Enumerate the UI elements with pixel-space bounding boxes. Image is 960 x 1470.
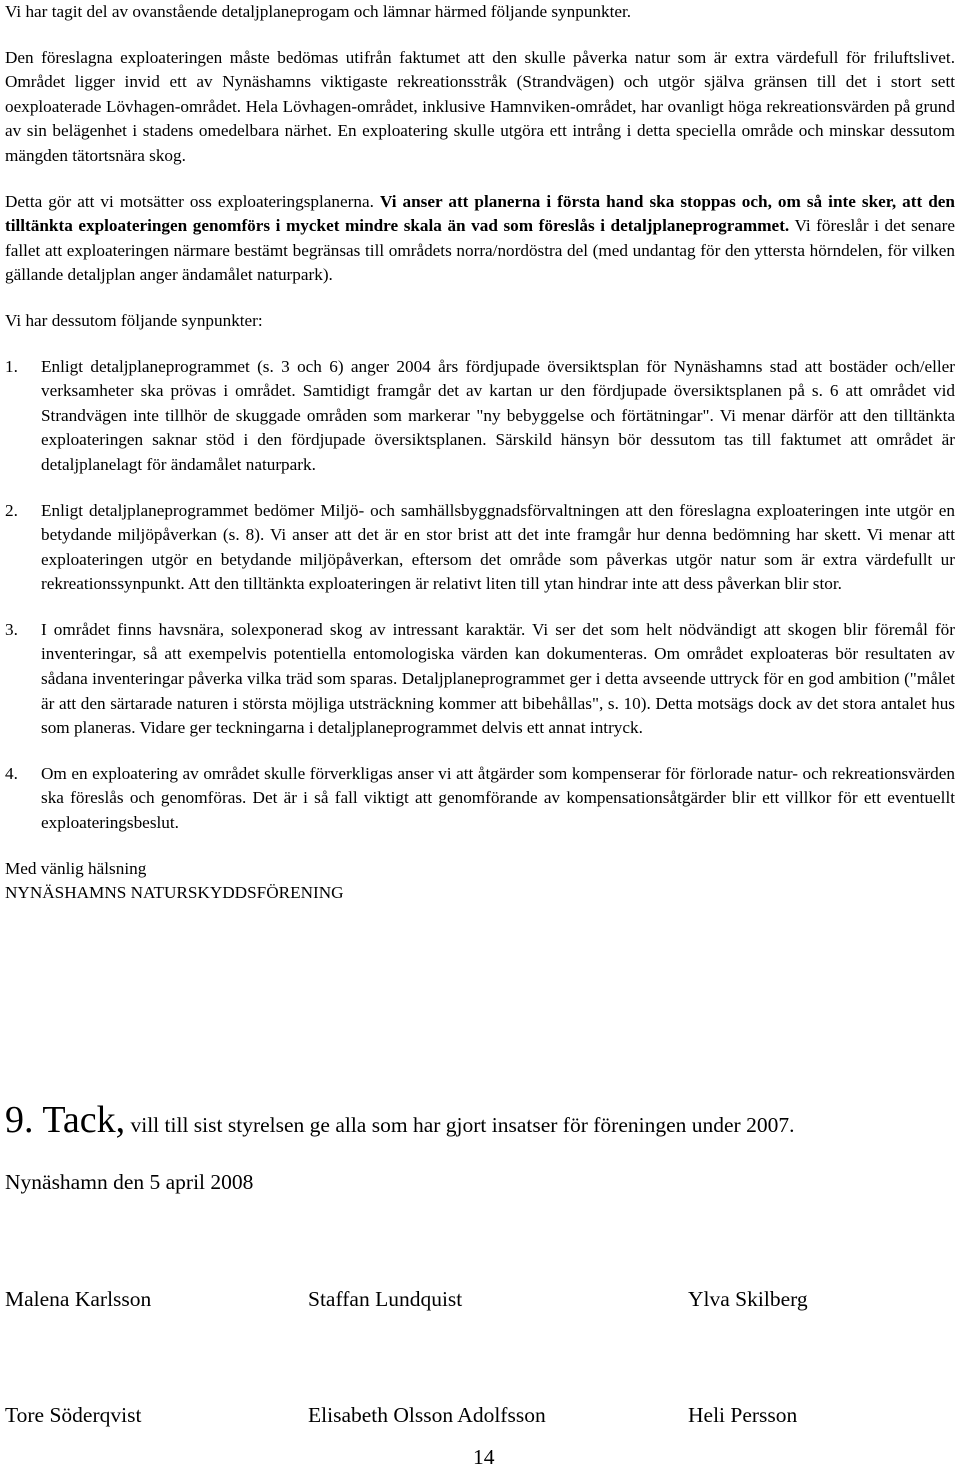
list-item-number: 3. — [5, 619, 18, 639]
intro-paragraph: Vi har tagit del av ovanstående detaljplaneprogam och lämnar härmed följande synpunkter. — [5, 2, 632, 21]
thanks-section — [5, 1098, 955, 1142]
signatory-name: Heli Persson — [688, 1403, 798, 1427]
signatory-name: Malena Karlsson — [5, 1287, 152, 1311]
page-number: 14 — [473, 1445, 495, 1469]
thanks-heading: 9. Tack, — [5, 1099, 126, 1141]
closing-greeting: Med vänlig hälsning — [5, 858, 147, 878]
opposition-proposal-text: Vi föreslår i det senare fallet att exploateringen närmare bestämt begränsas till områdets norra/nordöstra del (med undantag för den yttersta hörndelen, för vilken gällande detaljplan anger ändamålet naturpark). — [5, 216, 955, 285]
list-item-text: Om en exploatering av området skulle förverkligas anser vi att åtgärder som kompenserar för förlorade natur- och rekreationsvärden ska föreslås och genomföras. Det är i så fall viktigt att genomförande av kompensationsåtgärder blir ett villkor för ett eventuellt exploateringsbeslut. — [41, 763, 955, 833]
list-item — [5, 499, 955, 597]
signatory-name: Elisabeth Olsson Adolfsson — [308, 1403, 546, 1427]
list-item-text: Enligt detaljplaneprogrammet (s. 3 och 6) anger 2004 års fördjupade översiktsplan för Nynäshamns stad att bostäder och/eller verksamheter ska prövas i området. Samtidigt framgår det av kartan ur den fördjupade översiktsplanen på s. 6 att området vid Strandvägen inte tillhör de skuggade områden som markerar "ny bebyggelse och förtätningar". Vi menar därför att den tilltänkta exploateringen saknar stöd i den fördjupade översiktsplanen. Särskild hänsyn bör dessutom tas till faktumet att området är detaljplanelagt för ändamålet naturpark. — [41, 356, 955, 474]
opposition-bold-text: Vi anser att planerna i första hand ska stoppas och, om så inte sker, att den tilltänkta exploateringen genomförs i mycket mindre skala än vad som föreslås i detaljplaneprogrammet. — [5, 191, 955, 236]
list-item-number: 1. — [5, 356, 18, 376]
list-item — [5, 762, 955, 836]
signatory-name: Ylva Skilberg — [688, 1287, 808, 1311]
thanks-text: vill till sist styrelsen ge alla som har gjort insatser för föreningen under 2007. — [125, 1113, 795, 1137]
document-date: Nynäshamn den 5 april 2008 — [5, 1170, 254, 1194]
list-item-text: I området finns havsnära, solexponerad skog av intressant karaktär. Vi ser det som helt nödvändigt att skogen blir föremål för inventeringar, så att exempelvis potentiella entomologiska värden kan dokumenteras. Om området exploateras bör resultaten av sådana inventeringar påverka vilka träd som sparas. Detaljplaneprogrammet ger i detta avseende uttryck för en god ambition ("målet är att den särtarade naturen i största möjliga utsträckning kommer att bibehållas", s. 10). Detta motsägs dock av det stora antalet hus som planeras. Vidare ger teckningarna i detaljplaneprogrammet delvis ett annat intryck. — [41, 619, 955, 738]
list-item — [5, 355, 955, 478]
paragraph-further-comments: Vi har dessutom följande synpunkter: — [5, 310, 263, 330]
paragraph-opposition — [5, 190, 955, 288]
signatory-name: Staffan Lundquist — [308, 1287, 463, 1311]
list-item — [5, 618, 955, 741]
opposition-text: Detta gör att vi motsätter oss exploateringsplanerna. — [5, 191, 380, 211]
signatory-name: Tore Söderqvist — [5, 1403, 142, 1427]
body-text — [5, 0, 955, 905]
list-item-text: Enligt detaljplaneprogrammet bedömer Miljö- och samhällsbyggnadsförvaltningen att den föreslagna exploateringen inte utgör en betydande miljöpåverkan (s. 8). Vi anser att det är en stor brist att det inte framgår hur denna bedömning har skett. Vi menar att exploateringen utgör en betydande miljöpåverkan, eftersom det område som påverkas utgör natur som är extra värdefullt ur rekreationssynpunkt. Att den tilltänkta exploateringen är relativt liten till ytan hindrar inte att dess påverkan blir stor. — [41, 500, 955, 594]
organization-name: NYNÄSHAMNS NATURSKYDDSFÖRENING — [5, 882, 344, 902]
list-item-number: 4. — [5, 763, 18, 783]
paragraph-nature-value: Den föreslagna exploateringen måste bedömas utifrån faktumet att den skulle påverka natur som är extra värdefull för friluftslivet. Området ligger invid ett av Nynäshamns viktigaste rekreationsstråk (Strandvägen) och utgör själva gränsen till det i stort sett oexploaterade Lövhagen-området. Hela Lövhagen-området, inklusive Hamnviken-området, har ovanligt höga rekreationsvärden på grund av sin belägenhet i stadens omedelbara närhet. En exploatering skulle utgöra ett intrång i detta speciella område och minskar dessutom mängden tätortsnära skog. — [5, 47, 955, 165]
list-item-number: 2. — [5, 500, 18, 520]
